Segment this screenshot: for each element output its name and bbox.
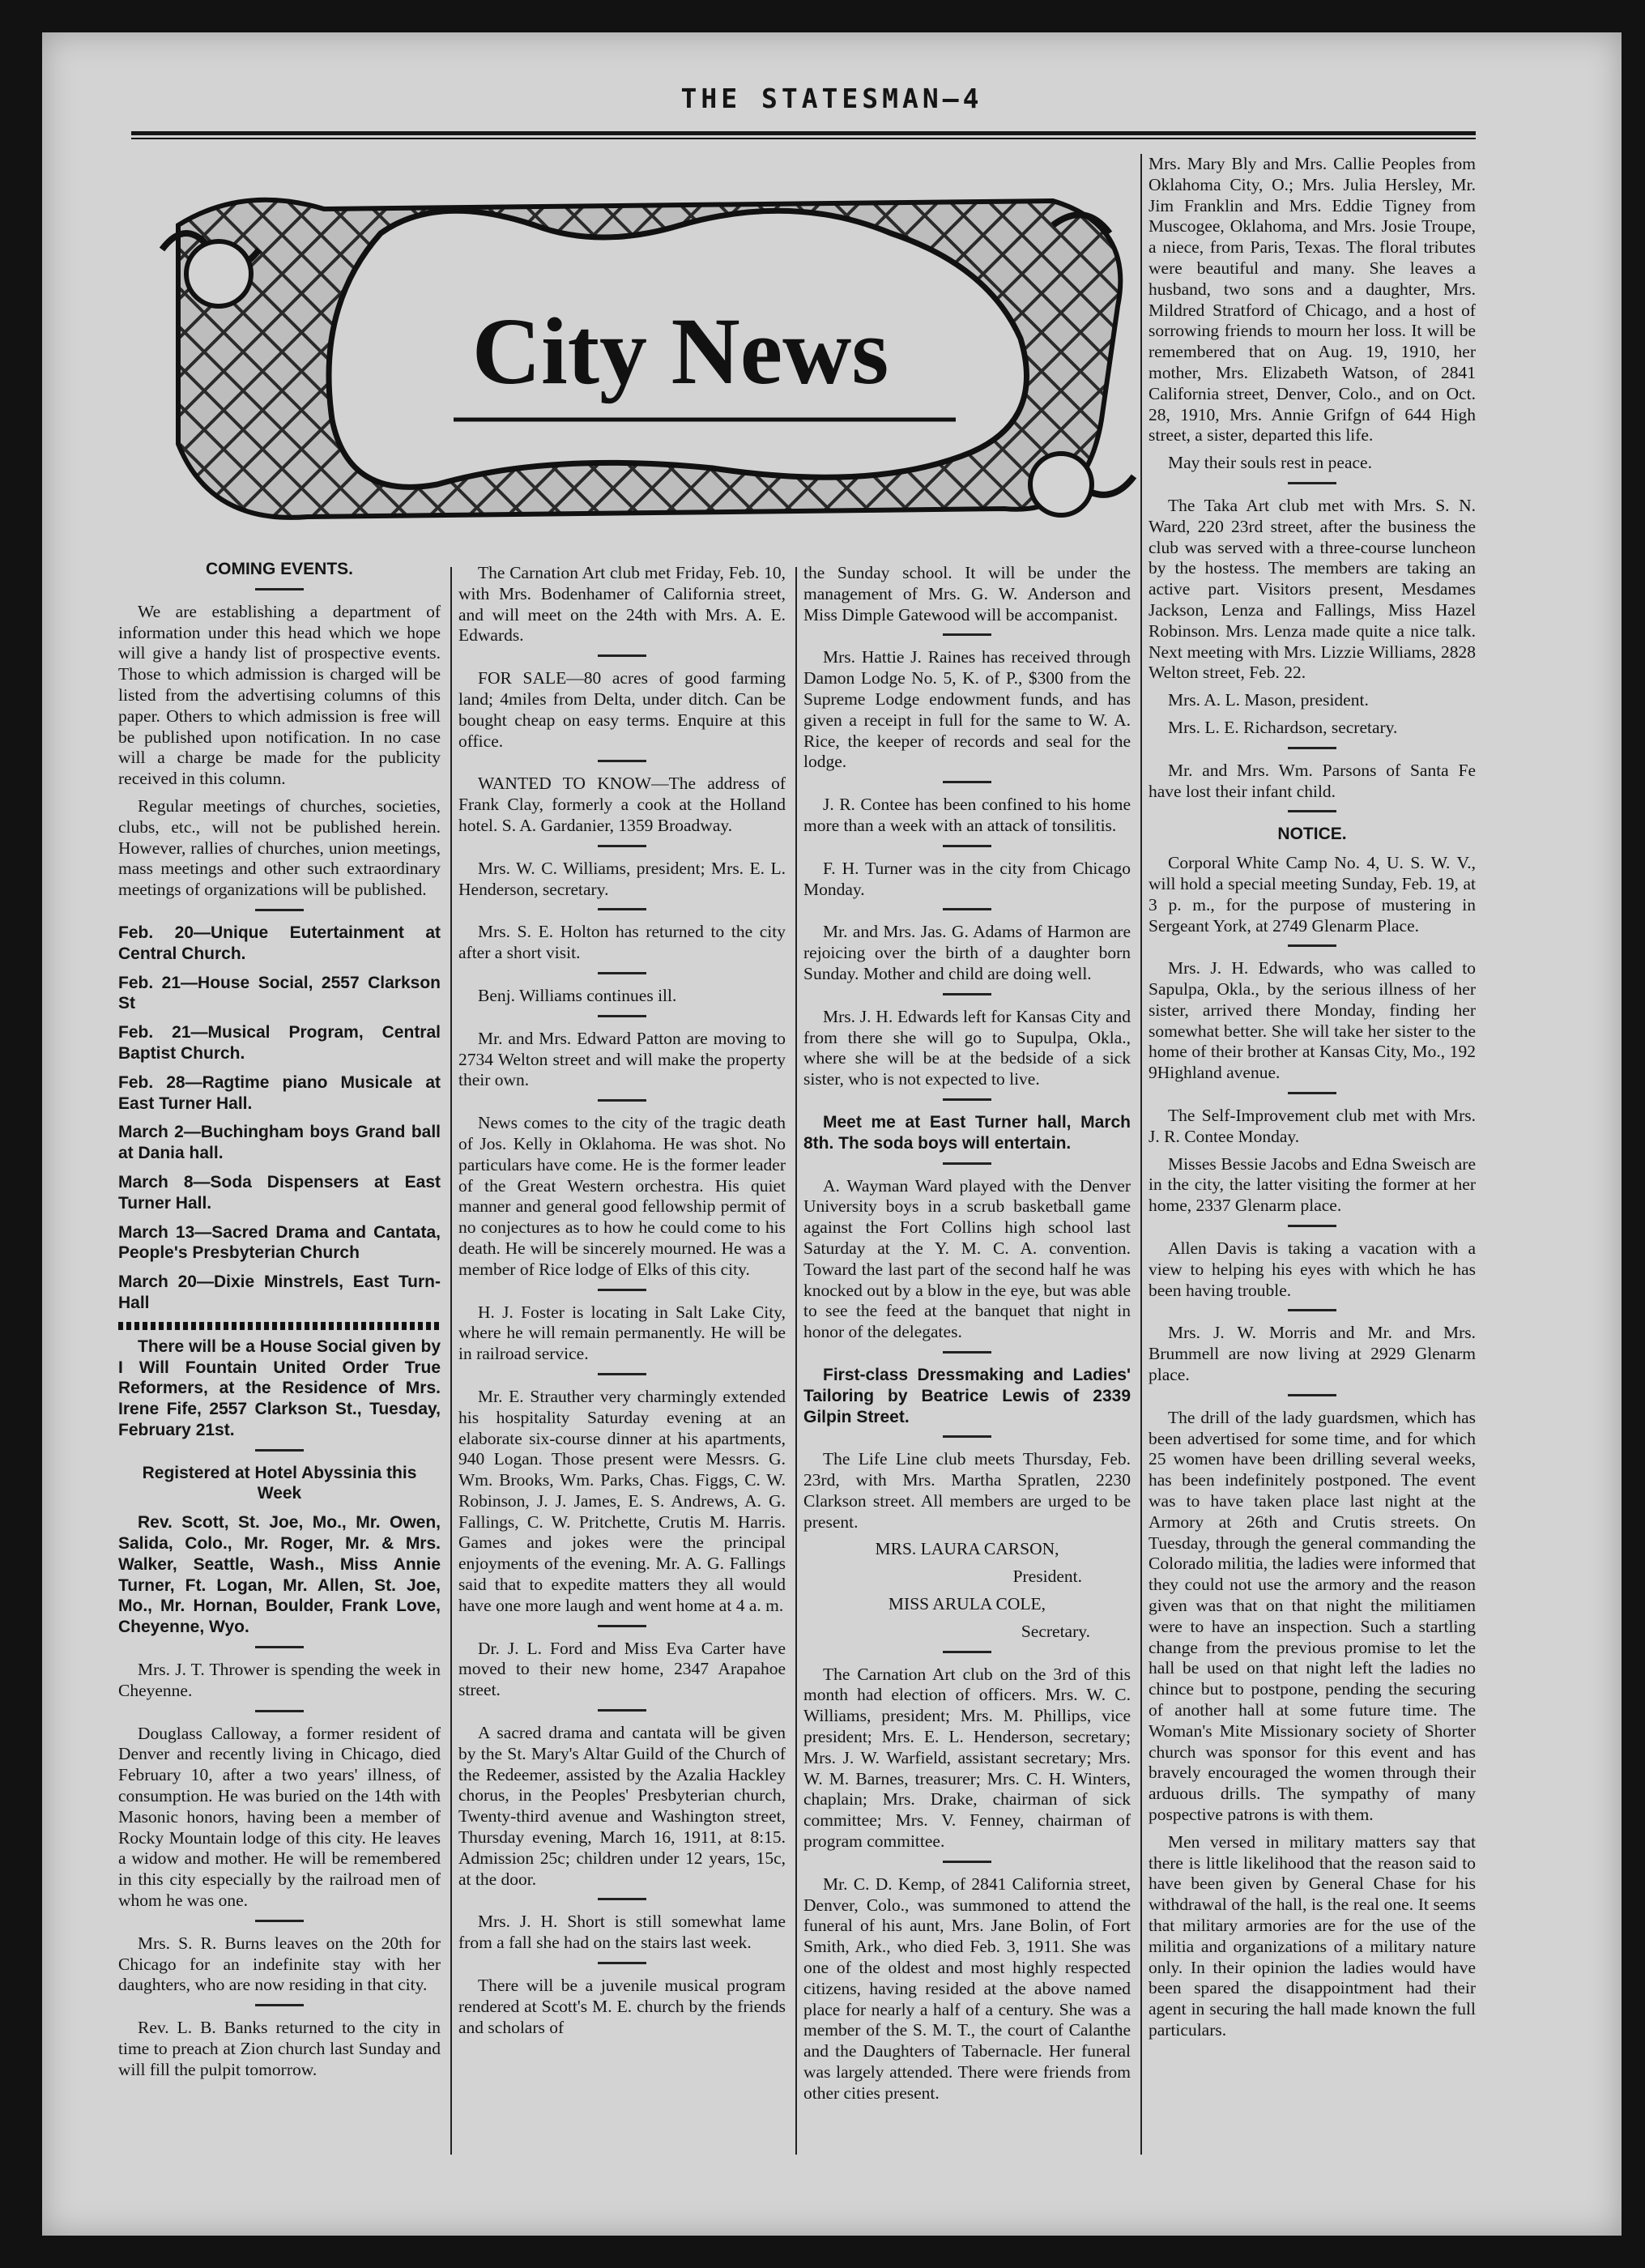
divider — [1288, 1394, 1336, 1396]
notice-heading: NOTICE. — [1277, 825, 1347, 844]
kelly-item: News comes to the city of the tragic death of Jos. Kelly in Oklahoma. He was shot. No particulars have come. He is the former leader of the Great Western orchestra. His quiet manner and general good fellowship permit of no conjectures as to how he could come to his death. He will be sincerely mourned. He was a member of Rice lodge of Elks of this city. — [458, 1113, 786, 1279]
header-rule — [131, 131, 1476, 135]
contee-item: J. R. Contee has been confined to his home more than a week with an attack of tonsilitis. — [803, 795, 1131, 835]
city-news-banner — [146, 177, 1150, 541]
divider — [598, 1289, 646, 1291]
taka-item: The Taka Art club met with Mrs. S. N. Ward, 220 23rd street, after the business the club was served with a three-course luncheon by the hostess. The members are taking an active part. Visitors present, Mesdames Jackson, Lenza and Fallings, Miss Hazel Robinson. Mrs. Lenza made quite a nice talk. Next meeting with Mrs. Lizzie Williams, 2828 Welton street, Feb. 22. — [1149, 495, 1476, 683]
divider — [1288, 1092, 1336, 1094]
divider — [1288, 482, 1336, 484]
column-rule-1 — [450, 567, 452, 2155]
divider — [1288, 1225, 1336, 1227]
divider — [943, 1861, 991, 1863]
divider — [598, 1709, 646, 1712]
juvenile-item: There will be a juvenile musical program rendered at Scott's M. E. church by the friends and scholars of — [458, 1976, 786, 2037]
meet-me-notice: Meet me at East Turner hall, March 8th. The soda boys will entertain. — [803, 1112, 1131, 1153]
divider — [598, 1625, 646, 1627]
calloway-item: Douglass Calloway, a former resident of Denver and recently living in Chicago, died February 10, after a two years' illness, of consumption. He was buried on the 14th with Masonic honors, having been a member of Rocky Mountain lodge of this city. He leaves a widow and mother. He will be remembered in this city especially by the railroad men of whom he was one. — [118, 1723, 441, 1911]
coming-events-heading: COMING EVENTS. — [205, 560, 354, 578]
thrower-item: Mrs. J. T. Thrower is spending the week in Cheyenne. — [118, 1660, 441, 1700]
events-list — [118, 923, 441, 1314]
divider — [255, 909, 304, 911]
divider — [598, 760, 646, 762]
strauther-item: Mr. E. Strauther very charmingly extended his hospitality Saturday evening at an elaborate six-course dinner at his apartments, 940 Logan. Those present were Messrs. G. Wm. Brooks, Wm. Parks, Chas. Figgs, C. W. Robinson, J. J. James, E. S. Andrews, A. G. Fallings, C. W. Pritchette, Crutis M. Harris. Games and jokes were the principal enjoyments of the evening. Mr. A. G. Fallings said that to expedite matters they all would have one more laugh and went home at 4 a. m. — [458, 1386, 786, 1615]
event-item: March 8—Soda Dispensers at East Turner Hall. — [118, 1172, 441, 1213]
holton-item: Mrs. S. E. Holton has returned to the city after a short visit. — [458, 922, 786, 963]
divider — [598, 908, 646, 910]
divider — [1288, 1309, 1336, 1311]
ornamental-divider — [118, 1322, 441, 1330]
turner-item: F. H. Turner was in the city from Chicago Monday. — [803, 858, 1131, 899]
divider — [598, 1898, 646, 1900]
rest-line: May their souls rest in peace. — [1168, 453, 1372, 473]
event-item: Feb. 21—House Social, 2557 Clarkson St — [118, 973, 441, 1013]
military-item: Men versed in military matters say that there is little likelihood that the reason said to have been given by General Chase for his withdrawal of the hall, is the real one. It seems that military armories are for the use of the militia and organizations of a military nature only. In their opinion the ladies would have been spared the disappointment had their agent in securing the hall made known the full particulars. — [1149, 1831, 1476, 2040]
for-sale-ad: FOR SALE—80 acres of good farming land; 4miles from Delta, under ditch. Can be bought cheap on easy terms. Enquire at this office. — [458, 668, 786, 751]
event-item: March 2—Buchingham boys Grand ball at Dania hall. — [118, 1123, 441, 1163]
event-item: March 20—Dixie Minstrels, East Turn-Hall — [118, 1273, 441, 1312]
jacobs-item: Misses Bessie Jacobs and Edna Sweisch are in the city, the latter visiting the former at her home, 2337 Glenarm place. — [1149, 1153, 1476, 1216]
column-rule-2 — [795, 567, 797, 2155]
divider — [943, 1351, 991, 1354]
divider — [1288, 944, 1336, 947]
signature-carson: MRS. LAURA CARSON, — [875, 1539, 1059, 1559]
event-item: Feb. 21—Musical Program, Central Baptist Church. — [118, 1023, 441, 1063]
divider — [943, 633, 991, 636]
header-rule-thin — [131, 138, 1476, 139]
williams-item: Mrs. W. C. Williams, president; Mrs. E. L. Henderson, secretary. — [458, 858, 786, 899]
adams-item: Mr. and Mrs. Jas. G. Adams of Harmon are rejoicing over the birth of a daughter born Sunday. Mother and child are doing well. — [803, 922, 1131, 983]
newspaper-page — [42, 32, 1622, 2236]
divider — [255, 2004, 304, 2006]
signature-title: Secretary. — [1021, 1621, 1090, 1641]
patton-item: Mr. and Mrs. Edward Patton are moving to 2734 Welton street and will make the property their own. — [458, 1028, 786, 1090]
edwards-item: Mrs. J. H. Edwards left for Kansas City and from there she will go to Supulpa, Okla., where she will be at the bedside of a sick sister, who is not expected to live. — [803, 1006, 1131, 1089]
divider — [943, 1098, 991, 1101]
registered-heading: Registered at Hotel Abyssinia this Week — [142, 1463, 417, 1503]
column-3 — [803, 563, 1131, 2111]
divider — [255, 1710, 304, 1712]
event-item: March 13—Sacred Drama and Cantata, People's Presbyterian Church — [118, 1222, 441, 1263]
wanted-ad: WANTED TO KNOW—The address of Frank Clay, formerly a cook at the Holland hotel. S. A. Gardanier, 1359 Broadway. — [458, 774, 786, 835]
column-rule-3 — [1140, 154, 1142, 2155]
foster-item: H. J. Foster is locating in Salt Lake City, where he will remain permanently. He will be in railroad service. — [458, 1302, 786, 1364]
divider — [943, 845, 991, 847]
divider — [255, 1646, 304, 1648]
life-line-item: The Life Line club meets Thursday, Feb. 23rd, with Mrs. Martha Spratlen, 2230 Clarkson street. All members are urged to be present. — [803, 1449, 1131, 1532]
signature-cole: MISS ARULA COLE, — [888, 1594, 1046, 1614]
drill-item: The drill of the lady guardsmen, which has been advertised for some time, and for which 25 women have been drilling several weeks, has been indefinitely postponed. The event was to have taken place last night at the Armory at 26th and Crutis streets. On Tuesday, through the general commanding the Colorado militia, the ladies were informed that they could not use the armory and the reason given was that on that night the militiamen were to have an inspection. Such a startling change from the previous promise to let the hall be used on that night left the ladies no chince but to postpone, pending the securing of another hall at some future time. The Woman's Mite Missionary society of Shorter church was sponsor for this event and has bravely encouraged the women through their arduous drills. The sympathy of many pospective patrons is with them. — [1149, 1407, 1476, 1824]
event-item: Feb. 28—Ragtime piano Musicale at East Turner Hall. — [118, 1072, 441, 1113]
divider — [943, 1162, 991, 1165]
davis-item: Allen Davis is taking a vacation with a view to helping his eyes with which he has been having trouble. — [1149, 1238, 1476, 1300]
divider — [943, 1651, 991, 1653]
column-4 — [1149, 154, 1476, 2048]
sunday-school-item: the Sunday school. It will be under the management of Mrs. G. W. Anderson and Miss Dimple Gatewood will be accompanist. — [803, 563, 1131, 625]
divider — [943, 781, 991, 783]
ford-item: Dr. J. L. Ford and Miss Eva Carter have moved to their new home, 2347 Arapahoe street. — [458, 1638, 786, 1700]
divider — [598, 1373, 646, 1375]
bly-item: Mrs. Mary Bly and Mrs. Callie Peoples from Oklahoma City, O.; Mrs. Julia Hersley, Mr. Jim Franklin and Mrs. Eddie Tigney from Muscogee, Oklahoma, and Mrs. Josie Troupe, a niece, from Paris, Texas. The floral tributes were beautiful and many. She leaves a husband, two sons and a daughter, Mrs. Mildred Stratford of Chicago, and a host of sorrowing friends to mourn her loss. It will be remembered that on Aug. 19, 1910, her mother, Mrs. Elizabeth Watson, of 2841 California street, Denver, Colo., and on Oct. 28, 1910, Mrs. Annie Grifgn of 644 High street, a sister, departed this life. — [1149, 154, 1476, 446]
registered-guests: Rev. Scott, St. Joe, Mo., Mr. Owen, Salida, Colo., Mr. Roger, Mr. & Mrs. Walker, Seattle, Wash., Miss Annie Turner, Ft. Logan, Mr. Allen, St. Joe, Mo., Mr. Hornan, Boulder, Frank Love, Cheyenne, Wyo. — [118, 1513, 441, 1637]
divider — [943, 908, 991, 910]
divider — [598, 845, 646, 847]
divider — [598, 1962, 646, 1964]
divider — [598, 1099, 646, 1102]
divider — [598, 1015, 646, 1017]
richardson-line: Mrs. L. E. Richardson, secretary. — [1168, 717, 1398, 737]
divider — [255, 1449, 304, 1452]
banks-item: Rev. L. B. Banks returned to the city in time to preach at Zion church last Sunday and will fill the pulpit tomorrow. — [118, 2018, 441, 2079]
column-1 — [118, 559, 441, 2087]
mason-line: Mrs. A. L. Mason, president. — [1168, 690, 1369, 710]
self-improvement-item: The Self-Improvement club met with Mrs. J. R. Contee Monday. — [1149, 1106, 1476, 1146]
divider — [1288, 747, 1336, 749]
column-2 — [458, 563, 786, 2044]
divider — [598, 972, 646, 974]
carnation-election-item: The Carnation Art club on the 3rd of this month had election of officers. Mrs. W. C. Williams, president; Mrs. M. Phillips, vice president; Mrs. E. L. Henderson, secretary; Mrs. J. W. Warfield, assistant secretary; Mrs. W. M. Barnes, treasurer; Mrs. C. H. Winters, chaplain; Mrs. Drake, chairman of sick committee; Mrs. V. Fenney, chairman of program committee. — [803, 1664, 1131, 1852]
page-header: THE STATESMAN—4 — [680, 83, 983, 114]
banner-title: City News — [471, 298, 889, 404]
signature-title: President. — [1012, 1567, 1082, 1587]
parsons-item: Mr. and Mrs. Wm. Parsons of Santa Fe have lost their infant child. — [1149, 760, 1476, 801]
coming-intro-2: Regular meetings of churches, societies, clubs, etc., will not be published herein. However, rallies of churches, union meetings, mass meetings and other such extraordinary meetings of organizations will be published. — [118, 795, 441, 900]
raines-item: Mrs. Hattie J. Raines has received through Damon Lodge No. 5, K. of P., $300 from the Supreme Lodge endowment funds, and has given a receipt in full for the same to W. A. Rice, the keeper of records and seal for the lodge. — [803, 647, 1131, 772]
morris-item: Mrs. J. W. Morris and Mr. and Mrs. Brummell are now living at 2929 Glenarm place. — [1149, 1323, 1476, 1385]
coming-intro: We are establishing a department of information under this head which we hope will give a handy list of prospective events. Those to which admission is charged will be listed from the advertising columns of this paper. Others to which admission is free will be published upon notification. In no case will a charge be made for the publicity received in this column. — [118, 601, 441, 789]
event-item: Feb. 20—Unique Eutertainment at Central Church. — [118, 923, 441, 963]
notice-item: Corporal White Camp No. 4, U. S. W. V., will hold a special meeting Sunday, Feb. 19, at 3 p. m., for the purpose of mustering in Sergeant York, at 2749 Glenarm Place. — [1149, 853, 1476, 936]
divider — [598, 654, 646, 657]
short-item: Mrs. J. H. Short is still somewhat lame from a fall she had on the stairs last week. — [458, 1912, 786, 1953]
ward-item: A. Wayman Ward played with the Denver University boys in a scrub basketball game against the Fort Collins high school last Saturday at the Y. M. C. A. convention. Toward the last part of the second half he was knocked out by a blow in the eye, but was able to see the feed at the banquet that night in honor of the delegates. — [803, 1175, 1131, 1342]
divider — [1288, 810, 1336, 812]
divider — [943, 993, 991, 995]
carnation-item: The Carnation Art club met Friday, Feb. 10, with Mrs. Bodenhamer of California street, and will meet on the 24th with Mrs. A. E. Edwards. — [458, 563, 786, 646]
house-social-notice: There will be a House Social given by I Will Fountain United Order True Reformers, at the Residence of Mrs. Irene Fife, 2557 Clarkson St., Tuesday, February 21st. — [118, 1336, 441, 1439]
burns-item: Mrs. S. R. Burns leaves on the 20th for Chicago for an indefinite stay with her daughters, who are now residing in that city. — [118, 1933, 441, 1995]
divider — [255, 588, 304, 590]
divider — [943, 1435, 991, 1438]
edwards-sapulpa-item: Mrs. J. H. Edwards, who was called to Sapulpa, Okla., by the serious illness of her sister, arrived there Monday, finding her somewhat better. She will take her sister to the home of their brother at Kansas City, Mo., 192 9Highland avenue. — [1149, 958, 1476, 1083]
kemp-item: Mr. C. D. Kemp, of 2841 California street, Denver, Colo., was summoned to attend the funeral of his aunt, Mrs. Jane Bolin, of Fort Smith, Ark., who died Feb. 3, 1911. She was one of the oldest and most highly respected citizens, having resided at the above named place for nearly a half of a century. She was a member of the S. M. T., the court of Calanthe and the Daughters of Tabernacle. Her funeral was largely attended. There were friends from other cities present. — [803, 1874, 1131, 2103]
benj-item: Benj. Williams continues ill. — [478, 985, 677, 1005]
drama-item: A sacred drama and cantata will be given by the St. Mary's Altar Guild of the Church of the Redeemer, assisted by the Azalia Hackley chorus, in the Peoples' Presbyterian church, Twenty-third avenue and Washington street, Thursday evening, March 16, 1911, at 8:15. Admission 25c; children under 12 years, 15c, at the door. — [458, 1723, 786, 1889]
dressmaking-ad: First-class Dressmaking and Ladies' Tailoring by Beatrice Lewis of 2339 Gilpin Street. — [803, 1365, 1131, 1426]
divider — [255, 1920, 304, 1922]
